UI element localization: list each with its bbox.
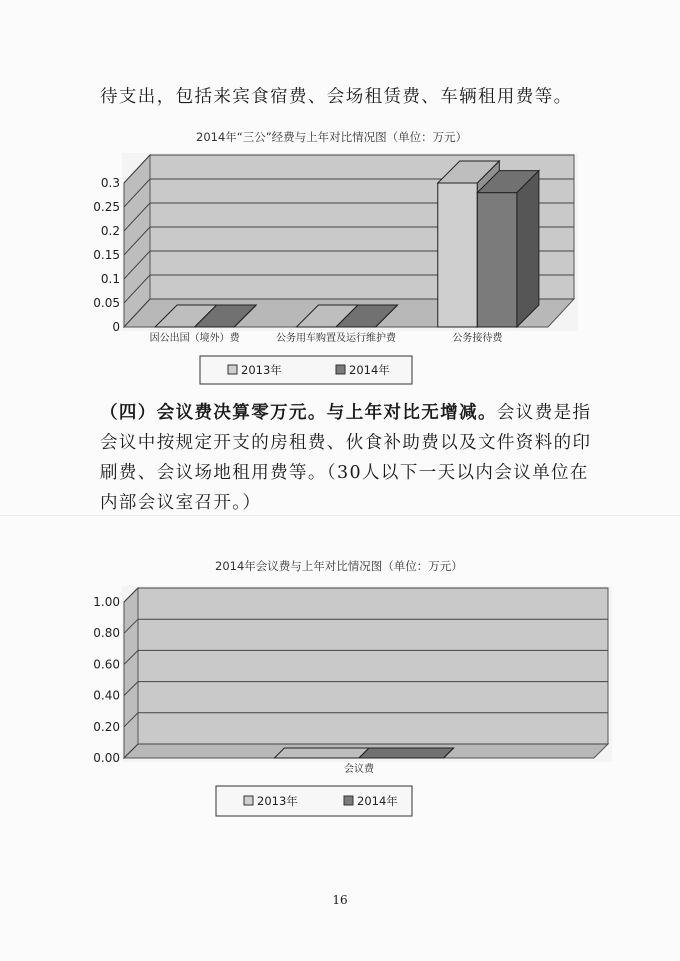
- legend-swatch: [244, 796, 253, 805]
- legend-swatch: [344, 796, 353, 805]
- y-tick-label: 0.00: [93, 751, 120, 765]
- bar-top: [274, 748, 369, 758]
- legend-swatch: [228, 365, 237, 374]
- bar-side: [517, 171, 539, 327]
- legend-swatch: [336, 365, 345, 374]
- x-category-label: 会议费: [344, 764, 374, 775]
- y-tick-label: 0.05: [93, 296, 120, 310]
- y-tick-label: 0.2: [100, 224, 120, 238]
- bar-front: [477, 193, 517, 327]
- chart2-title: 2014年会议费与上年对比情况图（单位：万元）: [215, 559, 463, 573]
- y-tick-label: 0.1: [100, 272, 120, 286]
- y-tick-label: 0: [112, 320, 120, 334]
- legend-label: 2014年: [349, 363, 390, 377]
- x-category-label: 因公出国（境外）费: [149, 333, 240, 344]
- section-four-heading: （四）会议费决算零万元。与上年对比无增减。: [100, 403, 497, 423]
- bar-front: [438, 183, 478, 327]
- section-four-body: 会议费是指会议中按规定开支的房租费、伙食补助费以及文件资料的印刷费、会议场地租用费等。（30人以下一天以内会议单位在内部会议室召开。）: [100, 403, 592, 513]
- page-number: 16: [332, 893, 348, 907]
- y-tick-label: 0.60: [93, 657, 120, 672]
- y-tick-label: 0.25: [93, 200, 120, 214]
- y-tick-label: 1.00: [93, 595, 120, 609]
- back-wall: [138, 588, 608, 744]
- y-tick-label: 0.15: [93, 248, 120, 262]
- chart1-title: 2014年“三公”经费与上年对比情况图（单位：万元）: [196, 130, 468, 144]
- bar-top: [359, 748, 454, 758]
- y-tick-label: 0.3: [100, 176, 120, 190]
- chart1-svg: [0, 0, 680, 400]
- intro-text-line: 待支出，包括来宾食宿费、会场租赁费、车辆租用费等。: [100, 87, 573, 107]
- legend-label: 2013年: [257, 794, 298, 808]
- y-tick-label: 0.20: [93, 719, 120, 734]
- chart2-svg: [0, 500, 680, 900]
- y-tick-label: 0.80: [93, 626, 120, 641]
- x-category-label: 公务接待费: [452, 333, 503, 344]
- side-wall: [124, 588, 138, 758]
- y-tick-label: 0.40: [93, 688, 120, 703]
- legend-label: 2013年: [241, 363, 282, 377]
- x-category-label: 公务用车购置及运行维护费: [276, 333, 396, 344]
- legend-label: 2014年: [357, 794, 398, 808]
